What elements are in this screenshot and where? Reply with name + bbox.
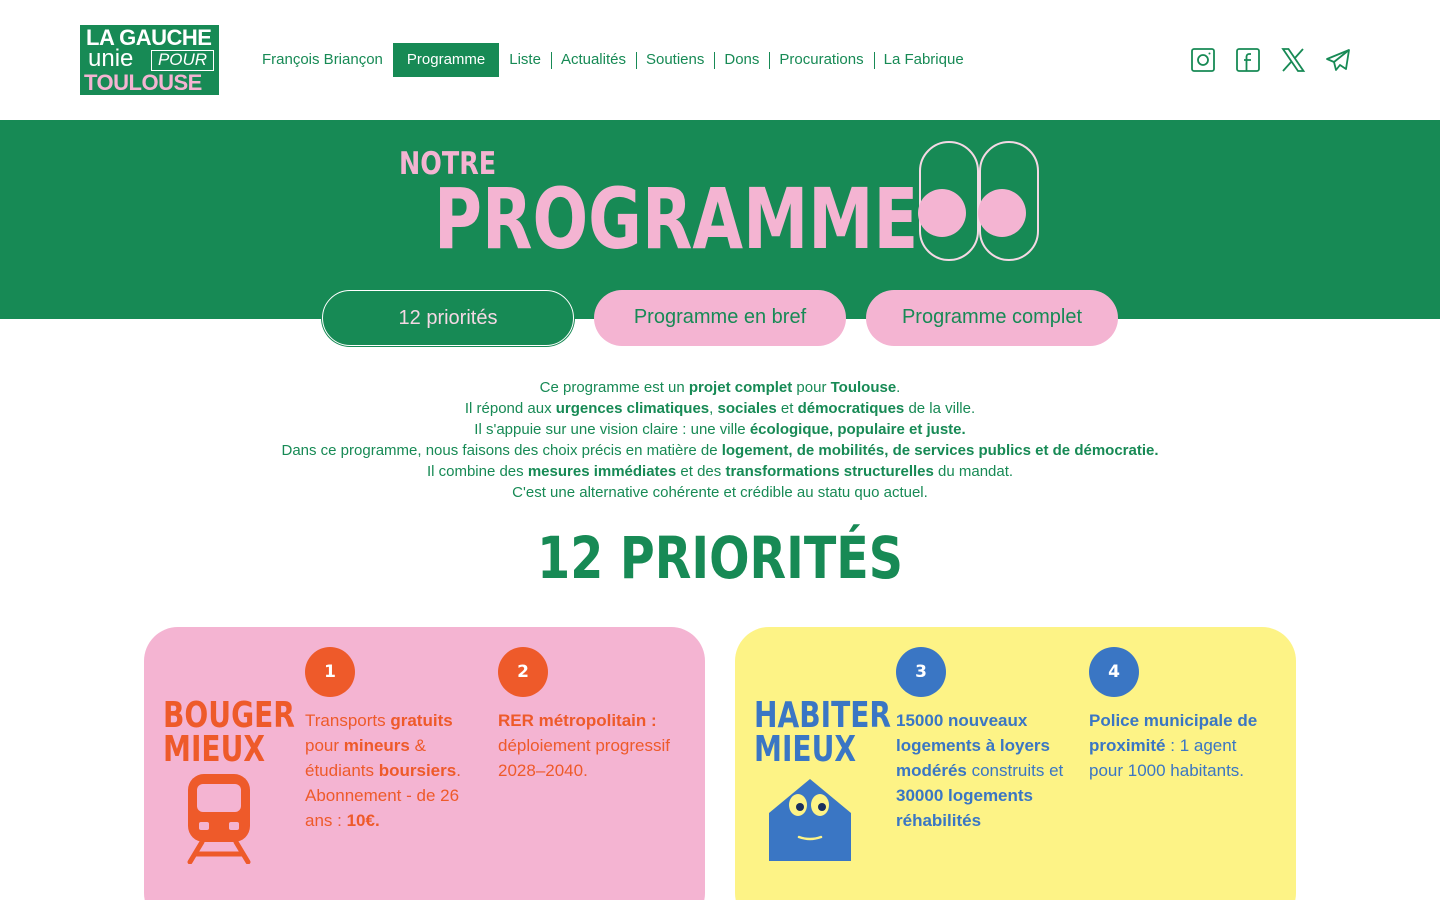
priority-4: [1089, 647, 1269, 783]
site-header: [0, 0, 1440, 120]
section-title: 12 PRIORITÉS: [537, 524, 903, 592]
priority-text: [896, 708, 1076, 833]
logo-line-2: unie: [88, 45, 134, 72]
logo-line-3: TOULOUSE: [84, 70, 202, 95]
priority-3: [896, 647, 1076, 833]
card-label: [163, 695, 295, 770]
intro-emphasis: mesures immédiates: [527, 463, 677, 480]
intro-line-5: [0, 461, 1440, 482]
nav-item-soutiens[interactable]: Soutiens: [636, 43, 714, 77]
intro-emphasis: projet complet: [688, 379, 793, 396]
priority-text-part: . Abonnement - de 26 ans :: [305, 761, 461, 830]
priority-text-part: Police municipale de proximité: [1089, 711, 1258, 755]
priority-number-badge: 1: [305, 647, 355, 697]
tab-programme-complet[interactable]: Programme complet: [866, 290, 1118, 346]
card-habiter-mieux[interactable]: [735, 627, 1296, 900]
logo-line-2-box: POUR: [151, 50, 214, 71]
nav-item-liste[interactable]: Liste: [509, 51, 541, 68]
intro-text: ,: [709, 400, 718, 417]
intro-emphasis: Toulouse: [830, 379, 897, 396]
program-intro: [0, 377, 1440, 503]
logo-line-1: LA GAUCHE: [86, 25, 212, 50]
card-label: [754, 695, 892, 770]
intro-text: Il répond aux: [464, 400, 556, 417]
intro-line-6: C'est une alternative cohérente et crédible au statu quo actuel.: [512, 484, 928, 501]
intro-emphasis: démocratiques: [797, 400, 905, 417]
intro-text: Dans ce programme, nous faisons des choix précis en matière de: [281, 442, 722, 459]
priority-2: [498, 647, 678, 783]
intro-emphasis: écologique, populaire et juste.: [749, 421, 966, 438]
nav-item-programme[interactable]: Programme: [393, 43, 499, 77]
priority-1: [305, 647, 485, 833]
priority-text-part: déploiement progressif 2028–2040.: [498, 736, 670, 780]
card-label-line-1: HABITER: [754, 695, 892, 736]
nav-item-procurations[interactable]: Procurations: [769, 43, 873, 77]
intro-emphasis: logement, de mobilités, de services publics et de démocratie.: [721, 442, 1159, 459]
priority-number-badge: 3: [896, 647, 946, 697]
priority-text-part: boursiers: [378, 761, 457, 780]
priority-number-badge: 2: [498, 647, 548, 697]
x-icon[interactable]: [1280, 47, 1306, 73]
priority-text-part: : 1 agent pour 1000 habitants.: [1089, 736, 1245, 780]
priority-number-badge: 4: [1089, 647, 1139, 697]
intro-text: pour: [792, 379, 831, 396]
facebook-icon[interactable]: [1235, 47, 1261, 73]
nav-item-la-fabrique[interactable]: La Fabrique: [874, 43, 974, 77]
card-label-line-2: MIEUX: [754, 729, 857, 770]
intro-text: Il combine des: [426, 463, 528, 480]
tab-12-priorites[interactable]: 12 priorités: [322, 290, 574, 346]
priority-text-part: pour: [305, 736, 344, 755]
priority-text-part: & étudiants: [305, 736, 426, 780]
intro-text: Ce programme est un: [539, 379, 689, 396]
hero-title: PROGRAMME: [434, 170, 919, 268]
priority-text-part: mineurs: [343, 736, 410, 755]
priority-text-part: RER métropolitain :: [498, 711, 657, 730]
intro-line-2: [0, 398, 1440, 419]
intro-text: et: [776, 400, 798, 417]
instagram-icon[interactable]: [1190, 47, 1216, 73]
hero-kicker: NOTRE: [399, 146, 497, 182]
site-logo[interactable]: [80, 25, 219, 95]
intro-text: Il s'appuie sur une vision claire : une ville: [474, 421, 750, 438]
nav-item-dons[interactable]: Dons: [714, 43, 769, 77]
main-nav: [252, 43, 974, 77]
tab-programme-en-bref[interactable]: Programme en bref: [594, 290, 846, 346]
priority-text-part: construits et: [966, 761, 1064, 780]
priority-text: [498, 708, 678, 783]
toggle-switches-illustration: [918, 140, 1042, 262]
intro-emphasis: sociales: [717, 400, 777, 417]
priority-text-part: Transports: [305, 711, 391, 730]
intro-text: du mandat.: [933, 463, 1014, 480]
house-icon: [765, 775, 855, 865]
priority-text: [305, 708, 485, 833]
intro-line-3: [0, 419, 1440, 440]
priority-text-part: 15000 nouveaux logements à loyers modérés: [896, 711, 1051, 780]
intro-text: de la ville.: [904, 400, 976, 417]
intro-line-4: [0, 440, 1440, 461]
priority-text-part: 10€.: [346, 811, 380, 830]
intro-emphasis: transformations structurelles: [725, 463, 934, 480]
train-icon: [184, 772, 254, 864]
card-bouger-mieux[interactable]: [144, 627, 705, 900]
section-title-wrapper: [0, 523, 1440, 593]
priority-text-part: gratuits: [390, 711, 453, 730]
intro-text: et des: [676, 463, 726, 480]
card-label-line-2: MIEUX: [163, 729, 266, 770]
priority-text-part: 30000 logements réhabilités: [896, 786, 1034, 830]
intro-text: .: [896, 379, 901, 396]
telegram-icon[interactable]: [1325, 47, 1351, 73]
priority-text: [1089, 708, 1269, 783]
nav-item-actualites[interactable]: Actualités: [551, 43, 636, 77]
intro-emphasis: urgences climatiques: [555, 400, 710, 417]
card-label-line-1: BOUGER: [163, 695, 295, 736]
intro-line-1: [0, 377, 1440, 398]
nav-item-francois-briancon[interactable]: François Briançon: [262, 51, 383, 68]
